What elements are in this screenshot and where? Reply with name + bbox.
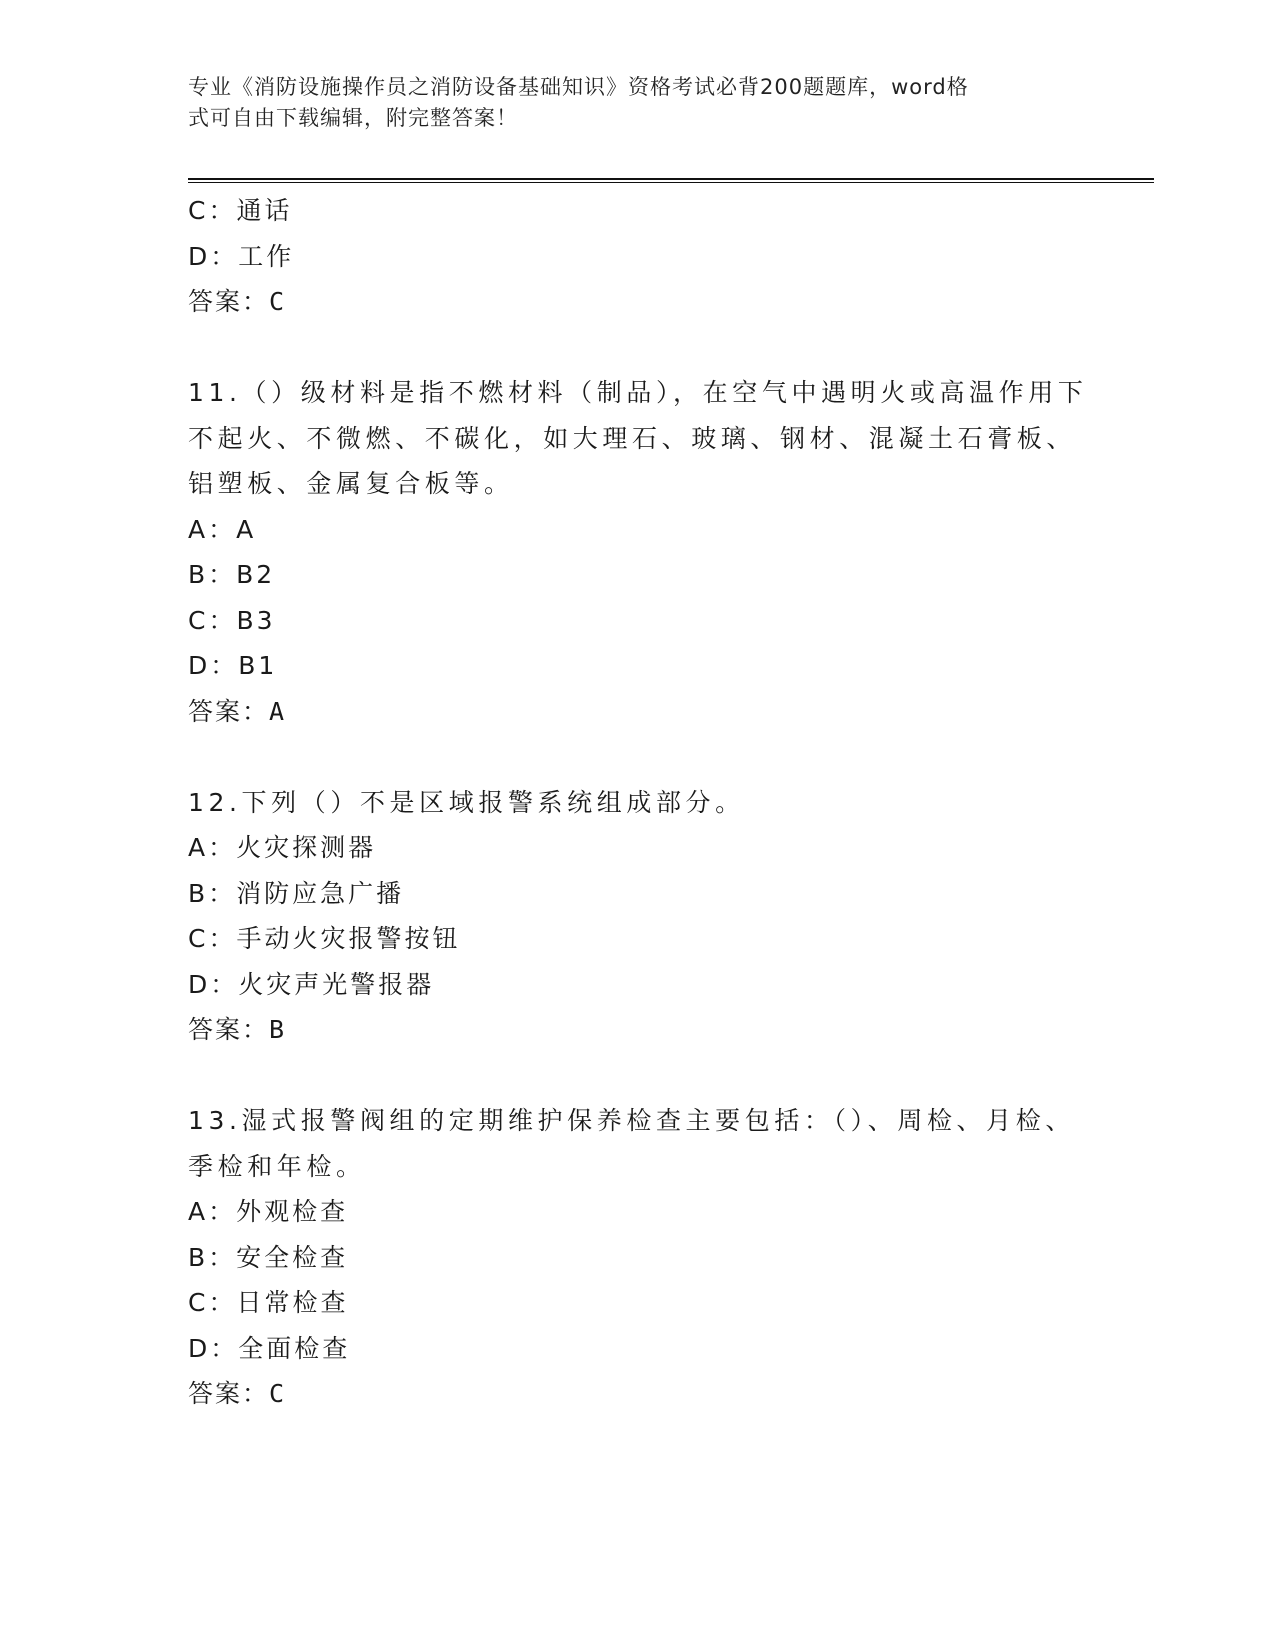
answer-label: 答案： [188,1015,270,1044]
option-a: A：外观检查 [188,1197,349,1226]
question-text [188,780,1088,826]
answer-label: 答案： [188,696,270,726]
option-d: D：全面检查 [188,1333,351,1363]
question-line: 12.下列（）不是区域报警系统组成部分。 [188,787,745,817]
question-list [188,188,1088,1417]
header-line: 式可自由下载编辑，附完整答案！ [188,106,518,130]
spacer [188,734,1088,780]
header-divider [188,178,1154,183]
spacer [188,325,1088,371]
option-c: C：手动火灾报警按钮 [188,924,461,953]
option-a: A：A [188,514,257,544]
option-c: C：通话 [188,196,293,225]
spacer [188,1053,1088,1099]
answer-value: C [269,287,287,316]
question-block-partial [188,188,1088,325]
question-block [188,370,1088,734]
answer-line [188,1007,1088,1053]
question-text [188,370,1088,507]
answer-line [188,1371,1088,1417]
header-line: 专业《消防设施操作员之消防设备基础知识》资格考试必背200题题库，word格 [188,75,969,99]
question-line: 铝塑板、金属复合板等。 [188,469,514,498]
option-c: C：日常检查 [188,1288,349,1317]
question-text [188,1098,1088,1189]
option-d: D：B1 [188,651,278,680]
option-b: B：消防应急广播 [188,878,405,908]
answer-label: 答案： [188,1379,270,1408]
answer-value: B [269,1015,287,1044]
question-block [188,1098,1088,1417]
option-d: D：工作 [188,241,295,271]
page-header [188,72,1068,134]
question-line: 11.（）级材料是指不燃材料（制品），在空气中遇明火或高温作用下 [188,378,1088,407]
answer-line [188,279,1088,325]
option-a: A：火灾探测器 [188,833,377,862]
answer-label: 答案： [188,287,270,316]
answer-value: A [269,696,287,726]
option-b: B：B2 [188,560,276,589]
option-c: C：B3 [188,605,276,635]
option-d: D：火灾声光警报器 [188,969,435,999]
option-b: B：安全检查 [188,1242,349,1272]
question-line: 季检和年检。 [188,1151,366,1181]
question-line: 13.湿式报警阀组的定期维护保养检查主要包括：（）、周检、月检、 [188,1106,1075,1135]
answer-line [188,689,1088,735]
answer-value: C [269,1379,287,1408]
question-block [188,780,1088,1053]
question-line: 不起火、不微燃、不碳化，如大理石、玻璃、钢材、混凝土石膏板、 [188,423,1077,453]
